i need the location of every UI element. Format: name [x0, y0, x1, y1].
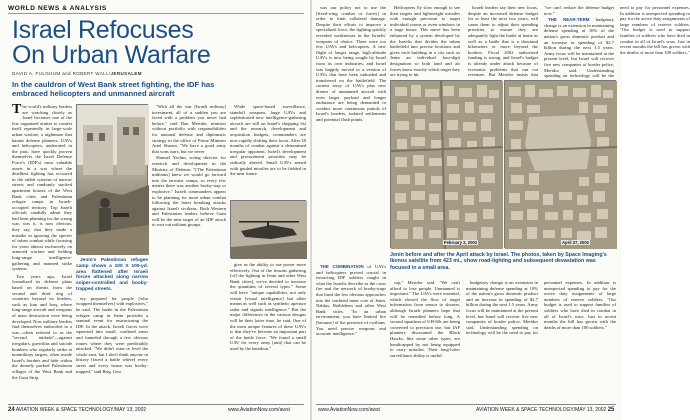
article-column-2	[76, 258, 148, 404]
col4-text: give us the ability to use power more effectively. Out of the lessons gathering [of] the fighting in Jenin and other West Bank cities], we've decided to increase the quantities of several types." Some will have "unique capabilities, not only vision [visual intelligence] but other means as well such as synthetic aperture radar and signals intelligence." But the major differences in the various designs will be their loiter time, he said. One of the most unique features of these UAVs is that they've become an important part of the battle force. "We found a small UAV for every army [unit] that can be used by the battalion."	[230, 262, 306, 351]
headline	[12, 18, 302, 68]
satellite-photo-before	[390, 80, 502, 248]
col3-text: Shmuel Yachin, acting director for research and development in the Ministry of Defense. "[The Palestinian militants] knew we would go forward into the terrorist camps, so every few meters there was another booby-trap or explosive." Israeli commanders appear to be planning for more urban combat following the latest bombing attacks against Israeli civilians. Both Western and Palestinian leaders believe Gaza will be the next target of an IDF attack to root out militant groups.	[152, 155, 226, 228]
footer-right	[476, 407, 614, 413]
article-column-9	[466, 280, 616, 402]
col7-text: cap," Meridor said. "We can't afford to lose people. Unmanned is important." The UAVs were essential, which slowed the flow of target information from sensor to shooter, although Israeli planners hope that will be remedied before long. A second squadron of UH-60s are being converted to precision use, but IAF planners discounted the Black Hawks, like some other types, are handicapped by not being equipped to carry missiles. Their long-loiter surveillance ability is useful.	[390, 280, 460, 358]
footer-rule-left	[8, 404, 304, 405]
satellite-photo-after-art	[505, 81, 617, 249]
col4-text-2: of UAVs and helicopters proved crucial in extracting IDF soldiers caught in what the Israelis describe as the cross fire and the network of booby-traps that lined the few obvious approaches into the confined inner core of Jenin, Nablus, Bethlehem and other West Bank cities. "In an urban environment, you have limited fire [because] of the presence of civilians. You need precise weapons and accurate intelligence."	[316, 264, 387, 337]
col4-text-2-wrap	[316, 264, 386, 337]
article-column-1	[12, 104, 72, 400]
satellite-photo-before-art	[391, 81, 503, 249]
header-rule	[8, 13, 304, 14]
article-column-4	[230, 104, 306, 196]
col1-text: he world's military leaders are watching closely as Israel becomes one of the few organized armies to contest itself repeatedly in large-scale urban warfare, a nightmare that haunts defense planners. UAVs and helicopters, underrated in the past, have quickly proven themselves the Israel Defense Force's (IDF's) most valuable assets in a war where the deadliest fighting has occurred in the rabbit warrens of narrow streets and randomly stacked apartment houses of the West Bank cities and Palestinian refugee camps in Israeli-occupied territory. Top Israeli officials candidly admit they had been planning for the wrong war, was it, is now obvious, they say, that they made a mistake in ignoring the specter of urban combat while focusing for years almost exclusively on armored warfare and fielding long-range intelligence-gathering and manned strike systems.	[12, 104, 72, 272]
soldier-photo	[76, 104, 148, 254]
article-column-8	[468, 5, 690, 80]
footer-url-right[interactable]: www.AviationNow.com/awst	[318, 407, 380, 413]
footer-url-left[interactable]: www.AviationNow.com/awst	[228, 407, 290, 413]
subhead-near-term: THE NEAR-TERM	[548, 17, 590, 23]
footer-rule-right	[316, 404, 616, 405]
footer-left	[8, 407, 146, 413]
page-number-left: 24	[8, 407, 15, 413]
byline-authors: DAVID A. FULGHUM and ROBERT WALL/	[12, 71, 111, 76]
photo-date-before: February 2, 2002	[444, 240, 478, 245]
article-column-7	[390, 280, 460, 402]
footer-publication-left: AVIATION WEEK & SPACE TECHNOLOGY/MAY 13, 2002	[15, 407, 147, 413]
byline	[12, 71, 142, 76]
subhead-combination-left: THE COMBINATION	[320, 264, 364, 269]
col1-text-2: Two years ago, Israel formalized its defense plans based on threats from the second and third ring of countries beyond its borders, such as Iran and Iraq, where long-range aircraft and weapons of mass destruction were being developed. Now military leaders find themselves embroiled in a war—often referred to as the "second intifada"—against irregulars, guerrillas and suicide bombers who regularly strike at nonmilitary targets, often inside Israel's borders and hide within the densely packed Palestinian villages of the West Bank and the Gaza Strip.	[12, 273, 72, 380]
col8-text: Israeli leaders say their new focus, despite an increased defense budget for at least the next two years, will cause them to adjust their spending priorities to ensure they are adequately fight the battle at home as well as a battle that is a thousand kilometers or more beyond the borders. Fiscal 2002 authorized funding is strong, and Israel's budget is already under attack because of economic problems that can cut revenues. But Meridor insists that "we can't reduce the defense budget now."	[468, 5, 614, 78]
byline-location: JERUSALEM	[110, 71, 142, 76]
col5-text: was our policy not to use the [fixed-wing combat or forces] in order to limit collateral damage. Despite their efforts to improve a specialized force, the fighting quickly revealed weaknesses in the Israelis' weapons of choice. There were too few UAVs and helicopters. A new flight of longer range, high-altitude UAVs is now being sought by Israel from its own industries, and Israel was happily moved to a version of UAVs that have been unloaded and transferred on the battlefield. The current array of UAVs plus new drones of unmanned aircraft with even larger payload and longer endurance are being demanded to conduct more continuous patrols of Israel's borders, isolated settlements and potential flash points.	[316, 5, 386, 122]
soldier-photo-art	[77, 105, 149, 255]
satellite-photo-after	[504, 80, 616, 248]
footer-publication-right: AVIATION WEEK & SPACE TECHNOLOGY/MAY 13, 2002	[476, 407, 607, 413]
col2-text: "With all the war [Israeli military] investment, all of a sudden you are faced with a problem you never had before," said Dan Meridor, minister without portfolio with responsibilities for national defense and diplomatic strategy in the office of Prime Minister Ariel Sharon. "We have a good army that wins wars, but we never	[152, 104, 226, 154]
photo-caption-1: Jenin's Palestinian refugee camp shows a 100 X 100-yd. area flattened after Israeli forces attacked along narrow sniper-controlled and booby-trapped streets.	[76, 258, 148, 292]
deck: In the cauldron of West Bank street fighting, the IDF has embraced helicopters and unmanned aircraft	[12, 80, 215, 98]
satellite-caption: Jenin before and after the April attack by Israel. The photos, taken by Space Imaging's Ikonos satellite from 423 mi., show road-lighting and subsequent devastation was focused in a small area.	[390, 252, 607, 271]
article-column-3	[152, 104, 226, 400]
headline-line-1: Israel Refocuses	[12, 16, 194, 44]
col6-text: Helicopters fly slow enough to see their targets and lightweight missiles with enough precision to target individual rooms or even windows in a large house. This move has been enhanced by a system developed by the Israelis that divides the urban battlefield into precise locations and gives each building in a city such as Jenin an individual four-digit designation so both land and air forces know exactly which target they are trying to hit.	[390, 5, 460, 78]
article-column-5b	[316, 264, 386, 402]
col2b-text: ery prepared for people [who wrapped themselves] with explosives," he said. The battle in the Palestinian refugee camp in Jenin provides a seminal event for restructuring the IDF. In the attack, Israeli forces were squeezed into small, confined areas and funneled through a few obvious routes where they were predictably attacked. "We didn't want to level the whole area, but I don't think anyone in history [faced a battle where] every street and every house was booby-trapped," said Brig. Gen.	[76, 295, 148, 374]
page-gutter	[310, 0, 312, 420]
article-column-5	[316, 5, 386, 261]
photo-date-after: April 27, 2002	[562, 240, 590, 245]
helicopter-photo	[230, 200, 306, 258]
drop-cap: T	[12, 102, 22, 117]
section-tag: WORLD NEWS & ANALYSIS	[8, 5, 107, 12]
page-number-right: 25	[607, 407, 615, 413]
helicopter-photo-art	[231, 201, 307, 259]
col8-text-2: budgetary change is an extension in maintaining defense spending at 10% of the nation's gross domestic product and an increase in spending of $2.7 billion during the next 1.5 years. Army focus will be maintained at the present level, but Israel will recover five new companies of border police, Meridor said. Understanding spending on technology will be the need to pay for personnel expenses. In addition is unexpected spending to pay for the active duty assignments of large numbers of reserve soldiers. "Our budget is used to support families of soldiers who have died in combat in all of Israel's wars. Just in recent months the bill has grown with the deaths of more than 100 soldiers."	[544, 5, 690, 79]
col8-text-repeat: budgetary change is an extension in maintaining defense spending at 10% of the nation's gross domestic product and an increase in spending of $2.7 billion during the next 1.5 years. Army focus will be maintained at the present level, but Israel will recover five new companies of border police, Meridor said. Understanding spending on technology will be the need to pay for personnel expenses. In addition is unexpected spending to pay for the active duty assignments of large numbers of reserve soldiers. "Our budget is used to support families of soldiers who have died in combat in all of Israel's wars. Just in recent months the bill has grown with the deaths of more than 100 soldiers."	[466, 280, 616, 336]
article-column-4b	[230, 262, 306, 402]
headline-line-2: On Urban Warfare	[12, 41, 211, 69]
col3-text-2: While space-based surveillance, standoff weapons, large UAVs and sophisticated new intelligence-gathering aircraft are still on Israel's shopping list and the research, development and acquisition budgets, commanders are now rapidly shifting their focus. After 20 months of combat against a determined irregular opponent, Israel's development and procurement priorities may be radically altered. Small UAVs armed with guided missiles are to be fielded in the near future.	[230, 104, 306, 177]
